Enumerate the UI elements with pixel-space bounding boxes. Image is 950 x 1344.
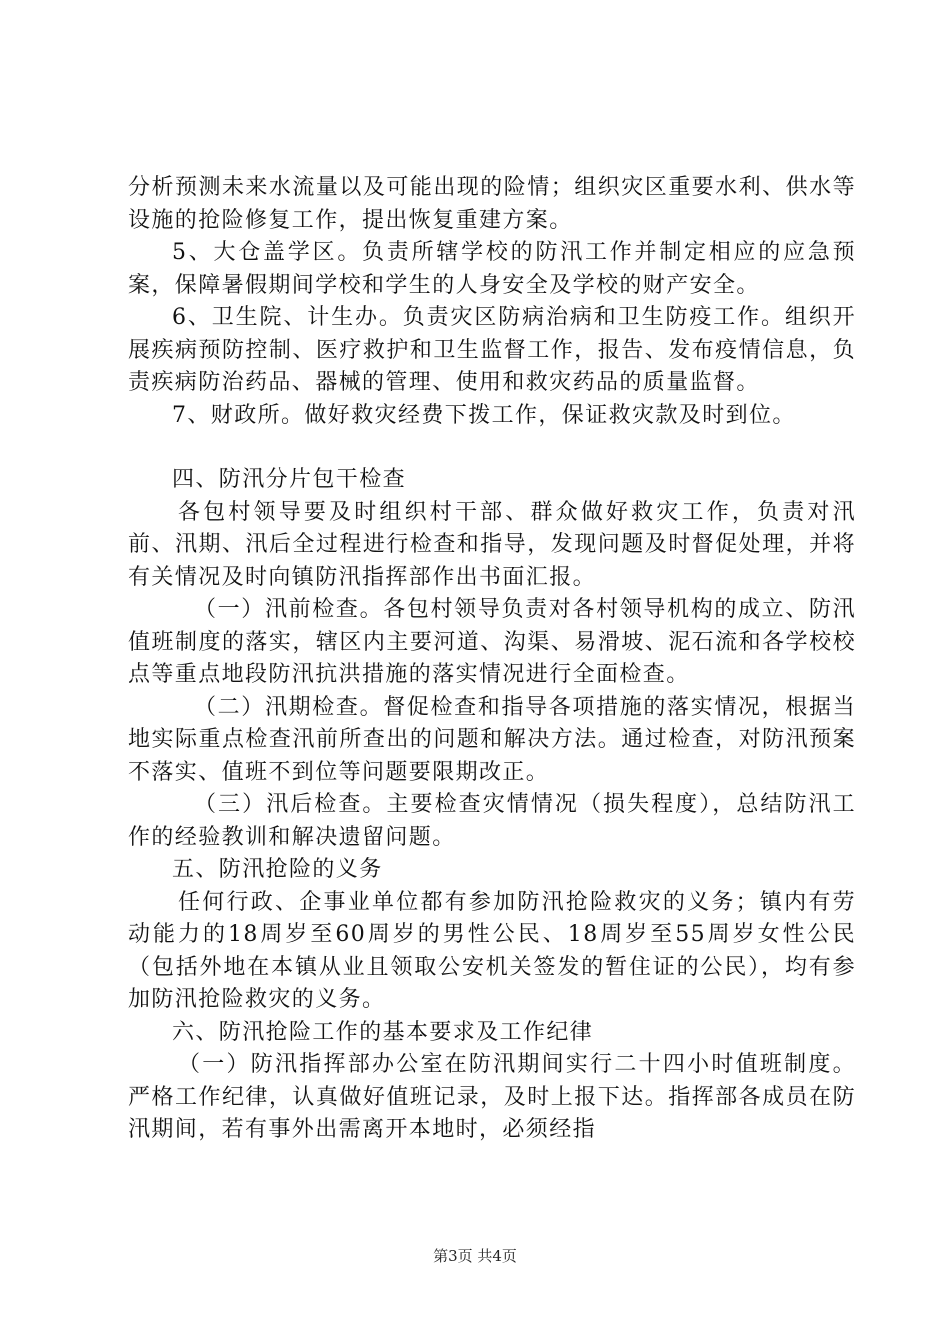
paragraph-5: 各包村领导要及时组织村干部、群众做好救灾工作，负责对汛前、汛期、汛后全过程进行检查和指导，发现问题及时督促处理，并将有关情况及时向镇防汛指挥部作出书面汇报。 [128,499,856,590]
section-gap [128,432,856,464]
heading-section-5: 五、防汛抢险的义务 [172,857,383,882]
document-body [128,172,856,1147]
paragraph-4: 7、财政所。做好救灾经费下拨工作，保证救灾款及时到位。 [172,402,796,428]
paragraph-8: （三）汛后检查。主要检查灾情情况（损失程度），总结防汛工作的经验教训和解决遗留问题。 [128,792,856,850]
paragraph-9: 任何行政、企事业单位都有参加防汛抢险救灾的义务；镇内有劳动能力的18周岁至60周岁的男性公民、18周岁至55周岁女性公民（包括外地在本镇从业且领取公安机关签发的暂住证的公民），均有参加防汛抢险救灾的义务。 [128,889,856,1012]
page-footer: 第3页 共4页 [433,1247,517,1265]
paragraph-6: （一）汛前检查。各包村领导负责对各村领导机构的成立、防汛值班制度的落实，辖区内主要河道、沟渠、易滑坡、泥石流和各学校校点等重点地段防汛抗洪措施的落实情况进行全面检查。 [128,597,856,687]
heading-section-4: 四、防汛分片包干检查 [172,467,407,492]
paragraph-3: 6、卫生院、计生办。负责灾区防病治病和卫生防疫工作。组织开展疾病预防控制、医疗救护和卫生监督工作，报告、发布疫情信息，负责疾病防治药品、器械的管理、使用和救灾药品的质量监督。 [128,305,856,395]
heading-section-6: 六、防汛抢险工作的基本要求及工作纪律 [172,1019,594,1045]
paragraph-2: 5、大仓盖学区。负责所辖学校的防汛工作并制定相应的应急预案，保障暑假期间学校和学生的人身安全及学校的财产安全。 [128,240,856,298]
paragraph-10: （一）防汛指挥部办公室在防汛期间实行二十四小时值班制度。严格工作纪律，认真做好值班记录，及时上报下达。指挥部各成员在防汛期间，若有事外出需离开本地时，必须经指 [128,1052,856,1142]
paragraph-7: （二）汛期检查。督促检查和指导各项措施的落实情况，根据当地实际重点检查汛前所查出的问题和解决方法。通过检查，对防汛预案不落实、值班不到位等问题要限期改正。 [128,694,856,785]
paragraph-1: 分析预测未来水流量以及可能出现的险情；组织灾区重要水利、供水等设施的抢险修复工作，提出恢复重建方案。 [128,175,856,233]
